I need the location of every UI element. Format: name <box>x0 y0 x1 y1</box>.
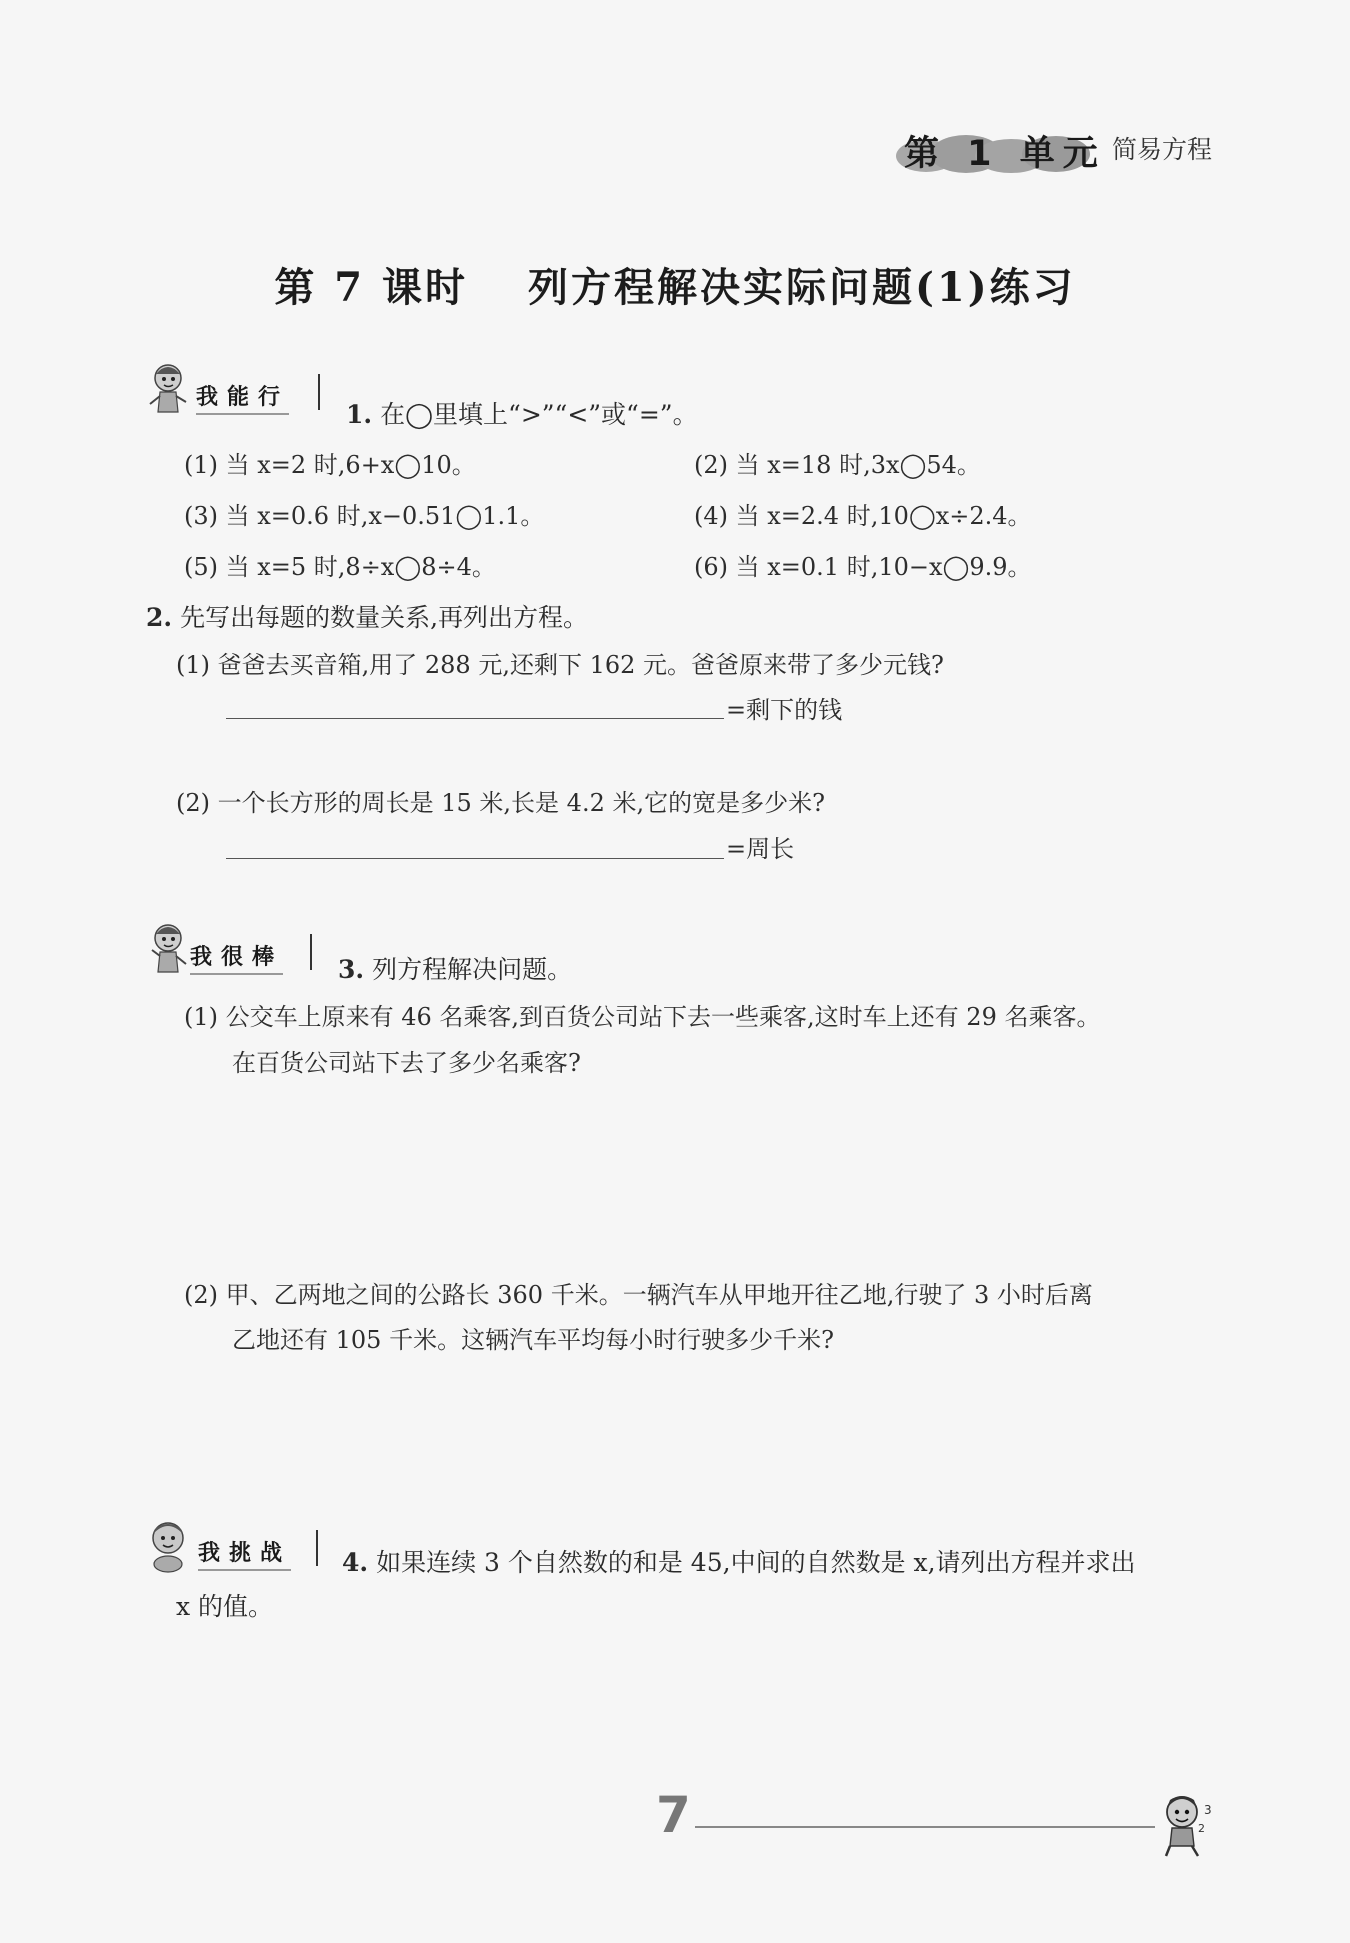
q2-part2-suffix: =周长 <box>726 835 795 863</box>
q2-prompt: 先写出每题的数量关系,再列出方程。 <box>180 603 589 632</box>
q1-item: (4) 当 x=2.4 时,10◯x÷2.4。 <box>694 502 1032 530</box>
section-label: 我很棒 <box>190 940 283 975</box>
unit-label: 第 1 单元 <box>904 134 1106 174</box>
answer-line[interactable] <box>226 858 724 859</box>
q2-part1-suffix: =剩下的钱 <box>726 696 843 724</box>
mascot-girl-icon <box>146 362 194 418</box>
mascot-boy-icon <box>146 1518 194 1574</box>
q3-part2-line1: (2) 甲、乙两地之间的公路长 360 千米。一辆汽车从甲地开往乙地,行驶了 3 小时后离 <box>184 1281 1093 1309</box>
q2-number: 2. <box>146 603 173 632</box>
q2-part2: (2) 一个长方形的周长是 15 米,长是 4.2 米,它的宽是多少米? <box>176 789 825 817</box>
footer-rule <box>695 1826 1155 1828</box>
q1-item: (2) 当 x=18 时,3x◯54。 <box>694 451 981 479</box>
q1-header <box>346 395 698 431</box>
unit-badge <box>896 124 1106 174</box>
lesson-title: 第 7 课时 列方程解决实际问题(1)练习 <box>274 264 1076 311</box>
divider <box>316 1530 318 1566</box>
q1-item: (1) 当 x=2 时,6+x◯10。 <box>184 451 476 479</box>
unit-subtitle: 简易方程 <box>1112 135 1213 164</box>
mascot-girl-icon <box>146 922 194 978</box>
q1-item: (5) 当 x=5 时,8÷x◯8÷4。 <box>184 553 496 581</box>
q3-prompt: 列方程解决问题。 <box>372 955 573 984</box>
q4-text: 如果连续 3 个自然数的和是 45,中间的自然数是 x,请列出方程并求出 <box>376 1548 1136 1577</box>
q3-part1-line1: (1) 公交车上原来有 46 名乘客,到百货公司站下去一些乘客,这时车上还有 29 名乘客。 <box>184 1003 1101 1031</box>
q3-part1-line2: 在百货公司站下去了多少名乘客? <box>232 1049 581 1077</box>
divider <box>318 374 320 410</box>
q3-part2-line2: 乙地还有 105 千米。这辆汽车平均每小时行驶多少千米? <box>232 1326 834 1354</box>
q1-number: 1. <box>346 400 373 429</box>
divider <box>310 934 312 970</box>
q1-prompt: 在◯里填上“>”“<”或“=”。 <box>380 400 698 429</box>
mascot-boy-footer-icon <box>1156 1790 1226 1860</box>
q4-number: 4. <box>342 1548 369 1577</box>
q3-number: 3. <box>338 955 365 984</box>
section-label: 我挑战 <box>198 1536 291 1571</box>
svg-text:2: 2 <box>1198 1822 1205 1835</box>
section-label: 我能行 <box>196 380 289 415</box>
answer-line[interactable] <box>226 718 724 719</box>
q4-line1 <box>342 1543 1136 1579</box>
svg-text:3: 3 <box>1204 1803 1212 1817</box>
q1-item: (3) 当 x=0.6 时,x−0.51◯1.1。 <box>184 502 545 530</box>
page-number: 7 <box>656 1786 691 1844</box>
q2-header <box>146 598 588 634</box>
q1-item: (6) 当 x=0.1 时,10−x◯9.9。 <box>694 553 1032 581</box>
q4-line2: x 的值。 <box>176 1592 274 1621</box>
q2-part1: (1) 爸爸去买音箱,用了 288 元,还剩下 162 元。爸爸原来带了多少元钱? <box>176 651 944 679</box>
q3-header <box>338 950 572 986</box>
